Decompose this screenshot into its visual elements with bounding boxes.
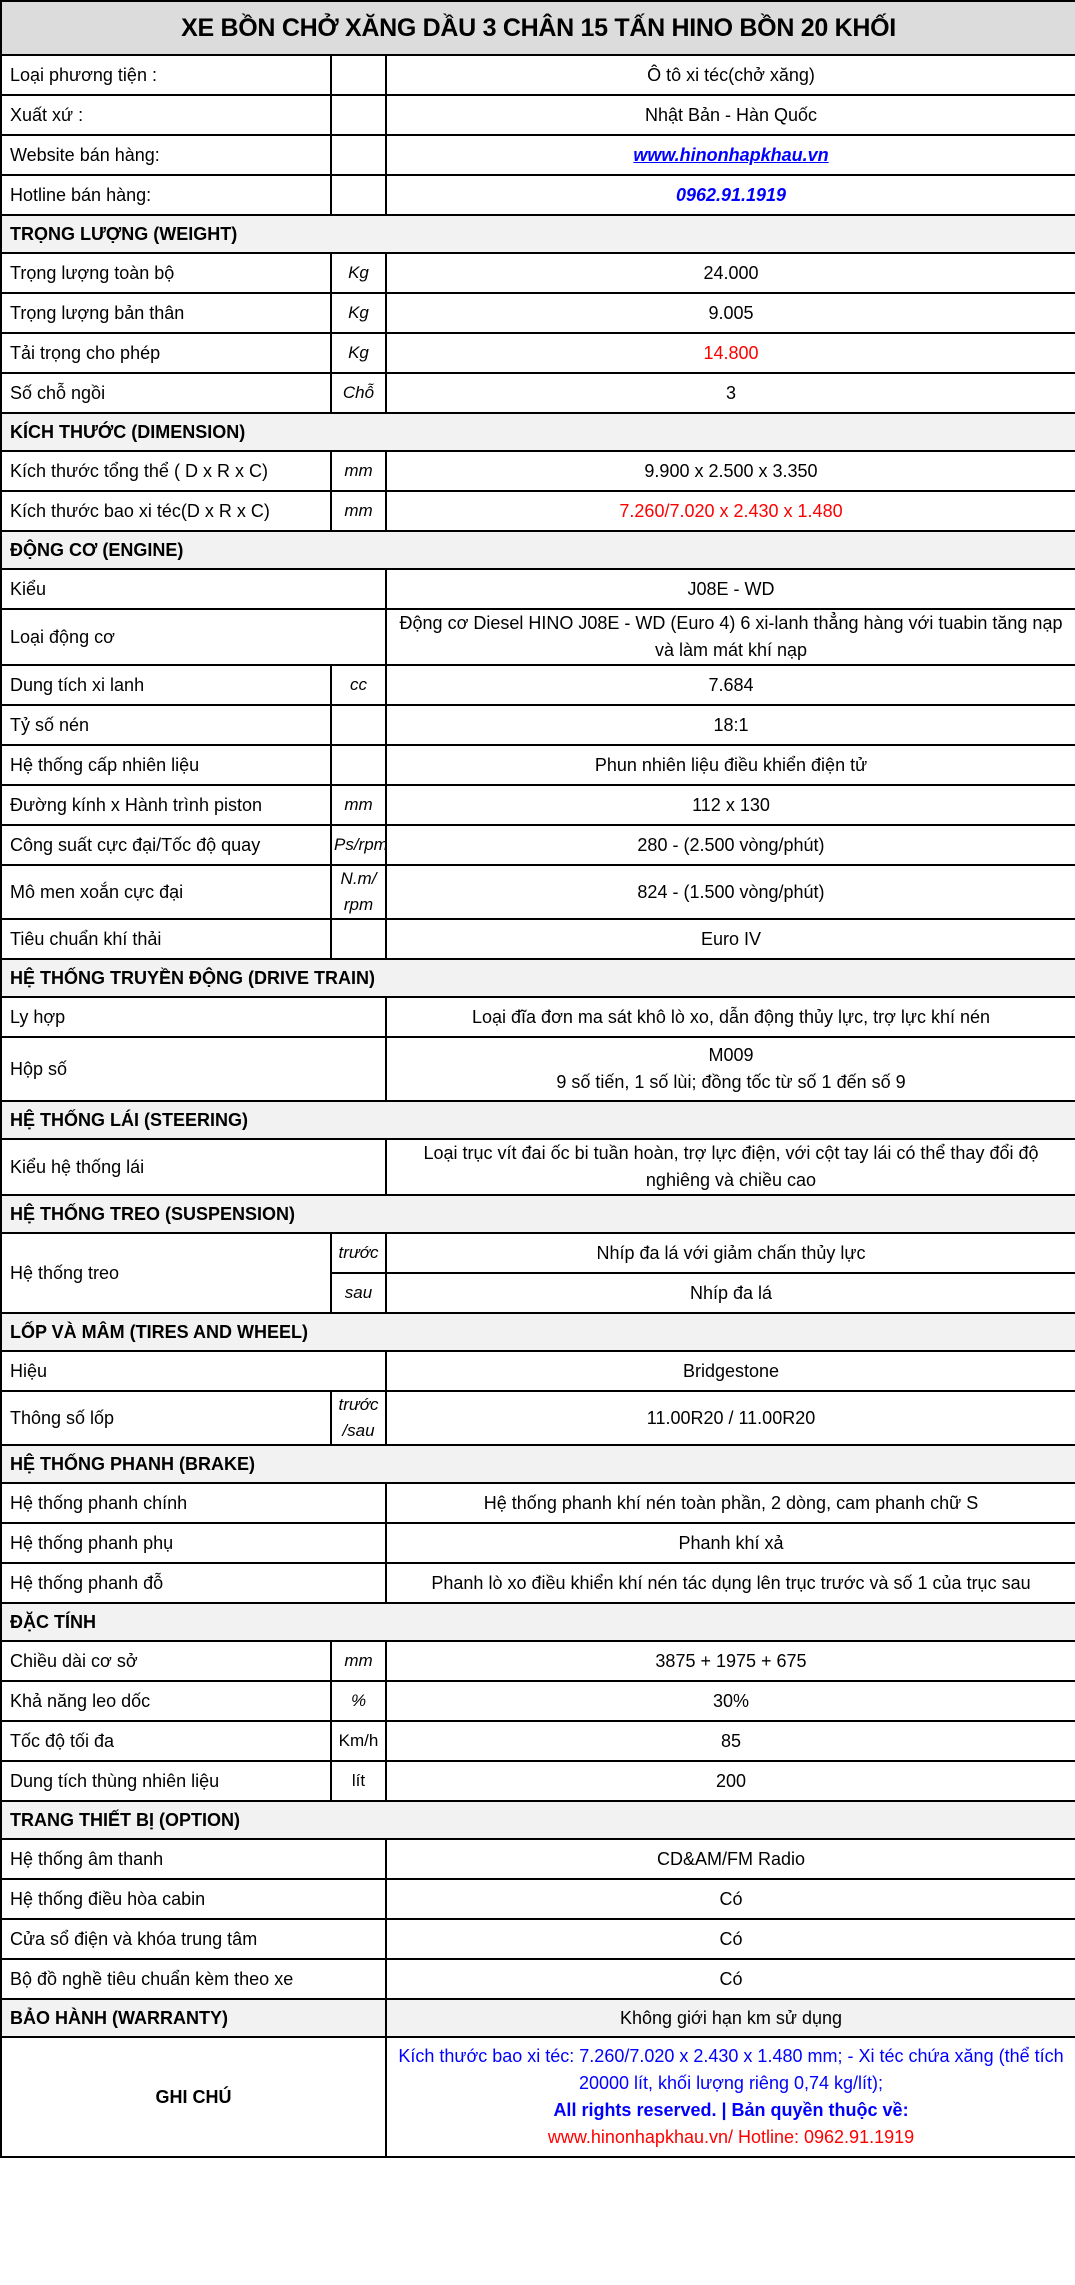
spec-value: 200 — [386, 1761, 1075, 1801]
spec-unit: Chỗ — [331, 373, 386, 413]
spec-unit — [331, 95, 386, 135]
section-title: HỆ THỐNG TRUYỀN ĐỘNG (DRIVE TRAIN) — [1, 959, 1075, 997]
spec-unit: Kg — [331, 293, 386, 333]
note-label: GHI CHÚ — [1, 2037, 386, 2157]
section-header-trong-luong-weight — [1, 215, 1075, 253]
note-content — [386, 2037, 1075, 2157]
spec-value: 7.260/7.020 x 2.430 x 1.480 — [386, 491, 1075, 531]
spec-row — [1, 293, 1075, 333]
spec-value: 9.005 — [386, 293, 1075, 333]
spec-row — [1, 1839, 1075, 1879]
spec-value — [386, 1037, 1075, 1101]
spec-value: Bridgestone — [386, 1351, 1075, 1391]
spec-label: Hiệu — [1, 1351, 386, 1391]
spec-label: Loại động cơ — [1, 609, 386, 665]
spec-value: Động cơ Diesel HINO J08E - WD (Euro 4) 6 xi-lanh thẳng hàng với tuabin tăng nạp và làm mát khí nạp — [386, 609, 1075, 665]
spec-unit: mm — [331, 785, 386, 825]
spec-row — [1, 1919, 1075, 1959]
section-title: HỆ THỐNG PHANH (BRAKE) — [1, 1445, 1075, 1483]
spec-value: 7.684 — [386, 665, 1075, 705]
spec-label: Hệ thống phanh đỗ — [1, 1563, 386, 1603]
spec-unit — [331, 135, 386, 175]
spec-unit — [331, 919, 386, 959]
section-title: ĐỘNG CƠ (ENGINE) — [1, 531, 1075, 569]
section-title: ĐẶC TÍNH — [1, 1603, 1075, 1641]
section-header-kich-thuoc-dimension — [1, 413, 1075, 451]
warranty-row — [1, 1999, 1075, 2037]
section-header-he-thong-truyen-dong-drive-train — [1, 959, 1075, 997]
spec-unit: trước — [331, 1233, 386, 1273]
spec-value: CD&AM/FM Radio — [386, 1839, 1075, 1879]
spec-label: Đường kính x Hành trình piston — [1, 785, 331, 825]
spec-label: Dung tích xi lanh — [1, 665, 331, 705]
spec-label: Tải trọng cho phép — [1, 333, 331, 373]
spec-value: Có — [386, 1879, 1075, 1919]
spec-value: J08E - WD — [386, 569, 1075, 609]
spec-label: Thông số lốp — [1, 1391, 331, 1445]
spec-row — [1, 1351, 1075, 1391]
spec-row — [1, 451, 1075, 491]
spec-row — [1, 175, 1075, 215]
spec-value: Nhật Bản - Hàn Quốc — [386, 95, 1075, 135]
section-header-lop-va-mam-tires-and-wheel — [1, 1313, 1075, 1351]
spec-value: 18:1 — [386, 705, 1075, 745]
section-header-he-thong-treo-suspension — [1, 1195, 1075, 1233]
spec-row — [1, 1721, 1075, 1761]
spec-value: Nhíp đa lá với giảm chấn thủy lực — [386, 1233, 1075, 1273]
spec-value: 30% — [386, 1681, 1075, 1721]
spec-label: Hệ thống phanh chính — [1, 1483, 386, 1523]
rights-text: All rights reserved. | Bản quyền thuộc về: — [553, 2100, 909, 2120]
spec-value: Phun nhiên liệu điều khiển điện tử — [386, 745, 1075, 785]
spec-row — [1, 569, 1075, 609]
page-title: XE BỒN CHỞ XĂNG DẦU 3 CHÂN 15 TẤN HINO BỒN 20 KHỐI — [1, 1, 1075, 55]
spec-value: 14.800 — [386, 333, 1075, 373]
note-text: Kích thước bao xi téc: 7.260/7.020 x 2.430 x 1.480 mm; - Xi téc chứa xăng (thể tích 20000 lít, khối lượng riêng 0,74 kg/lít); — [398, 2046, 1064, 2093]
section-title: LỐP VÀ MÂM (TIRES AND WHEEL) — [1, 1313, 1075, 1351]
spec-unit — [331, 705, 386, 745]
spec-row — [1, 609, 1075, 665]
spec-unit: N.m/ rpm — [331, 865, 386, 919]
spec-value: Có — [386, 1959, 1075, 1999]
spec-value: Có — [386, 1919, 1075, 1959]
spec-value: 3 — [386, 373, 1075, 413]
spec-label: Hệ thống cấp nhiên liệu — [1, 745, 331, 785]
section-title: BẢO HÀNH (WARRANTY) — [1, 1999, 386, 2037]
spec-value: Ô tô xi téc(chở xăng) — [386, 55, 1075, 95]
spec-label: Khả năng leo dốc — [1, 1681, 331, 1721]
spec-unit: trước /sau — [331, 1391, 386, 1445]
spec-label: Số chỗ ngồi — [1, 373, 331, 413]
section-header-dong-co-engine — [1, 531, 1075, 569]
spec-label: Hệ thống âm thanh — [1, 1839, 386, 1879]
section-header-he-thong-phanh-brake — [1, 1445, 1075, 1483]
spec-unit: mm — [331, 451, 386, 491]
spec-row — [1, 135, 1075, 175]
spec-row — [1, 1391, 1075, 1445]
spec-label: Hệ thống điều hòa cabin — [1, 1879, 386, 1919]
spec-row — [1, 95, 1075, 135]
spec-label: Kiểu hệ thống lái — [1, 1139, 386, 1195]
section-title: HỆ THỐNG TREO (SUSPENSION) — [1, 1195, 1075, 1233]
spec-value: Phanh lò xo điều khiển khí nén tác dụng lên trục trước và số 1 của trục sau — [386, 1563, 1075, 1603]
section-header-dac-tinh — [1, 1603, 1075, 1641]
spec-unit: sau — [331, 1273, 386, 1313]
hotline-value: 0962.91.1919 — [386, 175, 1075, 215]
section-title: TRỌNG LƯỢNG (WEIGHT) — [1, 215, 1075, 253]
spec-value: Nhíp đa lá — [386, 1273, 1075, 1313]
spec-row — [1, 919, 1075, 959]
spec-value — [386, 135, 1075, 175]
spec-value: 112 x 130 — [386, 785, 1075, 825]
spec-row — [1, 997, 1075, 1037]
spec-unit: % — [331, 1681, 386, 1721]
spec-label: Tốc độ tối đa — [1, 1721, 331, 1761]
spec-row — [1, 1879, 1075, 1919]
spec-unit: Kg — [331, 253, 386, 293]
spec-label: Hộp số — [1, 1037, 386, 1101]
spec-value: 9.900 x 2.500 x 3.350 — [386, 451, 1075, 491]
spec-unit: cc — [331, 665, 386, 705]
spec-row — [1, 1139, 1075, 1195]
spec-row — [1, 333, 1075, 373]
spec-unit: Km/h — [331, 1721, 386, 1761]
spec-value: 3875 + 1975 + 675 — [386, 1641, 1075, 1681]
spec-row — [1, 745, 1075, 785]
spec-label: Chiều dài cơ sở — [1, 1641, 331, 1681]
spec-value: 280 - (2.500 vòng/phút) — [386, 825, 1075, 865]
spec-row — [1, 865, 1075, 919]
spec-label: Kích thước tổng thể ( D x R x C) — [1, 451, 331, 491]
spec-row — [1, 825, 1075, 865]
note-row — [1, 2037, 1075, 2157]
spec-value: 11.00R20 / 11.00R20 — [386, 1391, 1075, 1445]
spec-value-line: 9 số tiến, 1 số lùi; đồng tốc từ số 1 đến số 9 — [556, 1072, 906, 1092]
spec-row — [1, 785, 1075, 825]
spec-row — [1, 373, 1075, 413]
spec-label: Bộ đồ nghề tiêu chuẩn kèm theo xe — [1, 1959, 386, 1999]
spec-label: Công suất cực đại/Tốc độ quay — [1, 825, 331, 865]
spec-unit: Ps/rpm — [331, 825, 386, 865]
spec-row — [1, 665, 1075, 705]
title-row — [1, 1, 1075, 55]
spec-label: Hệ thống phanh phụ — [1, 1523, 386, 1563]
section-header-he-thong-lai-steering — [1, 1101, 1075, 1139]
spec-unit — [331, 55, 386, 95]
spec-row — [1, 491, 1075, 531]
section-title: KÍCH THƯỚC (DIMENSION) — [1, 413, 1075, 451]
spec-label: Dung tích thùng nhiên liệu — [1, 1761, 331, 1801]
spec-row — [1, 1563, 1075, 1603]
spec-unit: mm — [331, 491, 386, 531]
spec-row — [1, 55, 1075, 95]
spec-label: Tỷ số nén — [1, 705, 331, 745]
spec-value: Loại đĩa đơn ma sát khô lò xo, dẫn động thủy lực, trợ lực khí nén — [386, 997, 1075, 1037]
spec-row — [1, 1681, 1075, 1721]
spec-label: Cửa sổ điện và khóa trung tâm — [1, 1919, 386, 1959]
spec-unit — [331, 745, 386, 785]
spec-label: Kích thước bao xi téc(D x R x C) — [1, 491, 331, 531]
spec-value: 24.000 — [386, 253, 1075, 293]
warranty-value: Không giới hạn km sử dụng — [386, 1999, 1075, 2037]
spec-row — [1, 1233, 1075, 1273]
spec-label: Website bán hàng: — [1, 135, 331, 175]
website-link[interactable]: www.hinonhapkhau.vn — [633, 144, 829, 165]
spec-row — [1, 1037, 1075, 1101]
spec-row — [1, 1483, 1075, 1523]
spec-value-line: M009 — [708, 1045, 754, 1065]
spec-label: Kiểu — [1, 569, 386, 609]
spec-value: 85 — [386, 1721, 1075, 1761]
spec-value: Hệ thống phanh khí nén toàn phần, 2 dòng, cam phanh chữ S — [386, 1483, 1075, 1523]
spec-label: Trọng lượng toàn bộ — [1, 253, 331, 293]
spec-unit: mm — [331, 1641, 386, 1681]
spec-label: Trọng lượng bản thân — [1, 293, 331, 333]
spec-row — [1, 1761, 1075, 1801]
spec-label: Hệ thống treo — [1, 1233, 331, 1313]
spec-value: Loại trục vít đai ốc bi tuần hoàn, trợ lực điện, với cột tay lái có thể thay đổi độ nghiêng và chiều cao — [386, 1139, 1075, 1195]
contact-text: www.hinonhapkhau.vn/ Hotline: 0962.91.1919 — [547, 2127, 915, 2147]
spec-unit — [331, 175, 386, 215]
section-title: TRANG THIẾT BỊ (OPTION) — [1, 1801, 1075, 1839]
spec-row — [1, 705, 1075, 745]
spec-label: Loại phương tiện : — [1, 55, 331, 95]
spec-value: Phanh khí xả — [386, 1523, 1075, 1563]
spec-label: Mô men xoắn cực đại — [1, 865, 331, 919]
spec-label: Tiêu chuẩn khí thải — [1, 919, 331, 959]
spec-unit: Kg — [331, 333, 386, 373]
section-header-trang-thiet-bi-option — [1, 1801, 1075, 1839]
spec-value: 824 - (1.500 vòng/phút) — [386, 865, 1075, 919]
spec-row — [1, 253, 1075, 293]
spec-unit: lít — [331, 1761, 386, 1801]
spec-label: Hotline bán hàng: — [1, 175, 331, 215]
spec-value: Euro IV — [386, 919, 1075, 959]
spec-row — [1, 1523, 1075, 1563]
spec-label: Xuất xứ : — [1, 95, 331, 135]
spec-row — [1, 1641, 1075, 1681]
section-title: HỆ THỐNG LÁI (STEERING) — [1, 1101, 1075, 1139]
spec-label: Ly hợp — [1, 997, 386, 1037]
spec-row — [1, 1959, 1075, 1999]
